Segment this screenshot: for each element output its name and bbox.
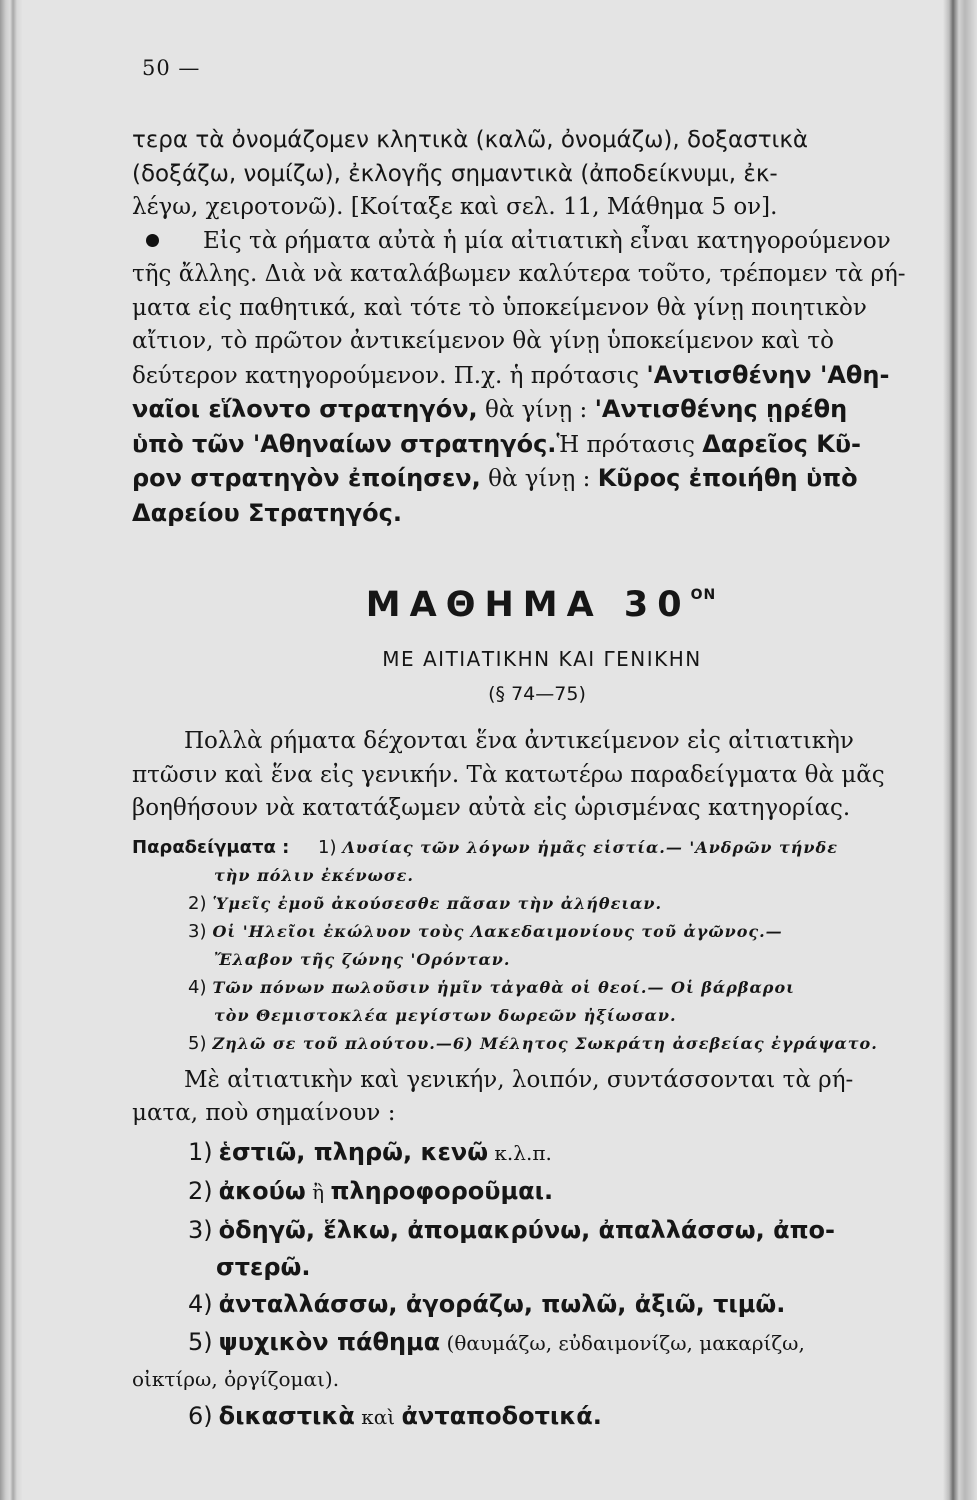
lesson-subtitle: ΜΕ ΑΙΤΙΑΤΙΚΗΝ ΚΑΙ ΓΕΝΙΚΗΝ xyxy=(382,647,702,671)
examples-label: Παραδείγματα : xyxy=(132,836,290,858)
example-item: 2) Ὑμεῖς ἐμοῦ ἀκούσεσθε πᾶσαν τὴν ἀλήθειαν. xyxy=(188,892,663,914)
example-sentence: Κῦρος ἐποιήθη ὑπὸ xyxy=(597,464,858,492)
category-item: 4) ἀνταλλάσσω, ἀγοράζω, πωλῶ, ἀξιῶ, τιμῶ. xyxy=(188,1289,786,1318)
example-sentence: Δαρεῖος Κῦ- xyxy=(702,429,862,458)
note-line: θὰ γίνῃ : xyxy=(488,466,591,492)
page-edge-right xyxy=(943,0,977,1500)
intro-line: τερα τὰ ὀνομάζομεν κλητικὰ (καλῶ, ὀνομάζω), δοξαστικὰ xyxy=(132,127,809,153)
note-line: τῆς ἄλλης. Διὰ νὰ καταλάβωμεν καλύτερα τοῦτο, τρέπομεν τὰ ρή- xyxy=(132,261,906,287)
conclusion-paragraph xyxy=(132,1064,922,1131)
page-gutter-left xyxy=(0,0,22,1500)
book-page xyxy=(132,56,922,1436)
bullet-icon xyxy=(146,234,159,247)
lesson-title-suffix: ΟΝ xyxy=(690,587,717,603)
page-number: 50 — xyxy=(142,56,201,80)
note-line: Ἡ πρότασις xyxy=(556,431,695,458)
example-item: Παραδείγματα : 1) Λυσίας τῶν λόγων ἡμᾶς εἱστία.— 'Ανδρῶν τήνδε xyxy=(132,834,922,862)
note-line: αἴτιον, τὸ πρῶτον ἀντικείμενον θὰ γίνῃ ὑποκείμενον καὶ τὸ xyxy=(132,328,835,354)
lesson-title: ΜΑΘΗΜΑ $30^{ON}$ xyxy=(365,585,717,625)
note-line: Εἰς τὰ ρήματα αὐτὰ ἡ μία αἰτιατικὴ εἶναι κατηγορούμενον xyxy=(203,227,891,254)
example-item: 5) Ζηλῶ σε τοῦ πλούτου.—6) Μέλητος Σωκράτη ἀσεβείας ἐγράψατο. xyxy=(188,1032,878,1054)
lesson-intro-paragraph xyxy=(132,725,922,826)
note-paragraph xyxy=(132,225,922,532)
intro-line: (δοξάζω, νομίζω), ἐκλογῆς σημαντικὰ (ἀποδείκνυμι, ἐκ- xyxy=(132,160,778,187)
example-item: 3) Οἱ 'Ηλεῖοι ἐκώλυον τοὺς Λακεδαιμονίους τοῦ ἀγῶνος.— xyxy=(188,920,783,942)
category-item: 6) δικαστικὰ καὶ ἀνταποδοτικά. xyxy=(188,1401,602,1430)
intro-line: λέγω, χειροτονῶ). [Κοίταξε καὶ σελ. 11, Μάθημα 5 ον]. xyxy=(132,194,778,220)
category-list: 1) ἑστιῶ, πληρῶ, κενῶ κ.λ.π. 2) ἀκούω ἢ πληροφοροῦμαι. 3) ὁδηγῶ, ἕλκω, ἀπομακρύνω, ἀπαλλάσσω, ἀπο- στερῶ. 4) ἀνταλλάσσω, ἀγοράζω, πωλῶ, ἀξιῶ, τιμῶ. 5) ψυχικὸν πάθημα (θαυμάζω, εὐδαιμονίζω, μακαρίζω, οἰκτίρω, ὀργίζομαι). 6) δικαστικὰ καὶ ἀνταποδοτικά. xyxy=(132,1133,922,1436)
category-item: 3) ὁδηγῶ, ἕλκω, ἀπομακρύνω, ἀπαλλάσσω, ἀπο- xyxy=(188,1215,835,1244)
category-item: 5) ψυχικὸν πάθημα (θαυμάζω, εὐδαιμονίζω, μακαρίζω, xyxy=(188,1327,805,1356)
note-line: θὰ γίνῃ : xyxy=(484,397,588,423)
example-sentence: ρον στρατηγὸν ἐποίησεν, xyxy=(132,464,481,492)
note-line: ματα εἰς παθητικά, καὶ τότε τὸ ὑποκείμενον θὰ γίνῃ ποιητικὸν xyxy=(132,294,867,321)
example-sentence: ὑπὸ τῶν 'Αθηναίων στρατηγός. xyxy=(132,429,557,458)
example-item: 4) Τῶν πόνων πωλοῦσιν ἡμῖν τἀγαθὰ οἱ θεοί.— Οἱ βάρβαροι xyxy=(188,976,795,998)
note-line: δεύτερον κατηγορούμενον. Π.χ. ἡ πρότασις xyxy=(132,362,640,389)
example-sentence: Δαρείου Στρατηγός. xyxy=(132,498,402,527)
lesson-line: Πολλὰ ρήματα δέχονται ἕνα ἀντικείμενον εἰς αἰτιατικὴν xyxy=(184,728,854,754)
example-sentence: 'Αντισθένην 'Αθη- xyxy=(646,360,890,389)
category-item: 2) ἀκούω ἢ πληροφοροῦμαι. xyxy=(188,1176,554,1205)
examples-block: Παραδείγματα : 1) Λυσίας τῶν λόγων ἡμᾶς εἱστία.— 'Ανδρῶν τήνδε τὴν πόλιν ἐκένωσε. 2) Ὑμεῖς ἐμοῦ ἀκούσεσθε πᾶσαν τὴν ἀλήθειαν. 3) Οἱ 'Ηλεῖοι ἐκώλυον τοὺς Λακεδαιμονίους τοῦ ἀγῶνος.— Ἔλαβον τῆς ζώνης 'Ορόνταν. 4) Τῶν πόνων πωλοῦσιν ἡμῖν τἀγαθὰ οἱ θεοί.— Οἱ βάρβαροι τὸν Θεμιστοκλέα μεγίστων δωρεῶν ἠξίωσαν. 5) Ζηλῶ σε τοῦ πλούτου.—6) Μέλητος Σωκράτη ἀσεβείας ἐγράψατο. xyxy=(132,834,922,1058)
lesson-line: πτῶσιν καὶ ἕνα εἰς γενικήν. Τὰ κατωτέρω παραδείγματα θὰ μᾶς xyxy=(132,761,885,788)
section-reference: (§ 74—75) xyxy=(488,683,586,705)
category-item: 1) ἑστιῶ, πληρῶ, κενῶ κ.λ.π. xyxy=(188,1137,552,1166)
example-sentence: ναῖοι εἵλοντο στρατηγόν, xyxy=(132,395,478,423)
conclusion-line: Μὲ αἰτιατικὴν καὶ γενικήν, λοιπόν, συντάσσονται τὰ ρή- xyxy=(184,1066,854,1093)
intro-paragraph xyxy=(132,124,922,225)
example-sentence: 'Αντισθένης ῃρέθη xyxy=(594,395,848,423)
lesson-line: βοηθήσουν νὰ κατατάξωμεν αὐτὰ εἰς ὡρισμένας κατηγορίας. xyxy=(132,795,851,821)
conclusion-line: ματα, ποὺ σημαίνουν : xyxy=(132,1100,396,1126)
